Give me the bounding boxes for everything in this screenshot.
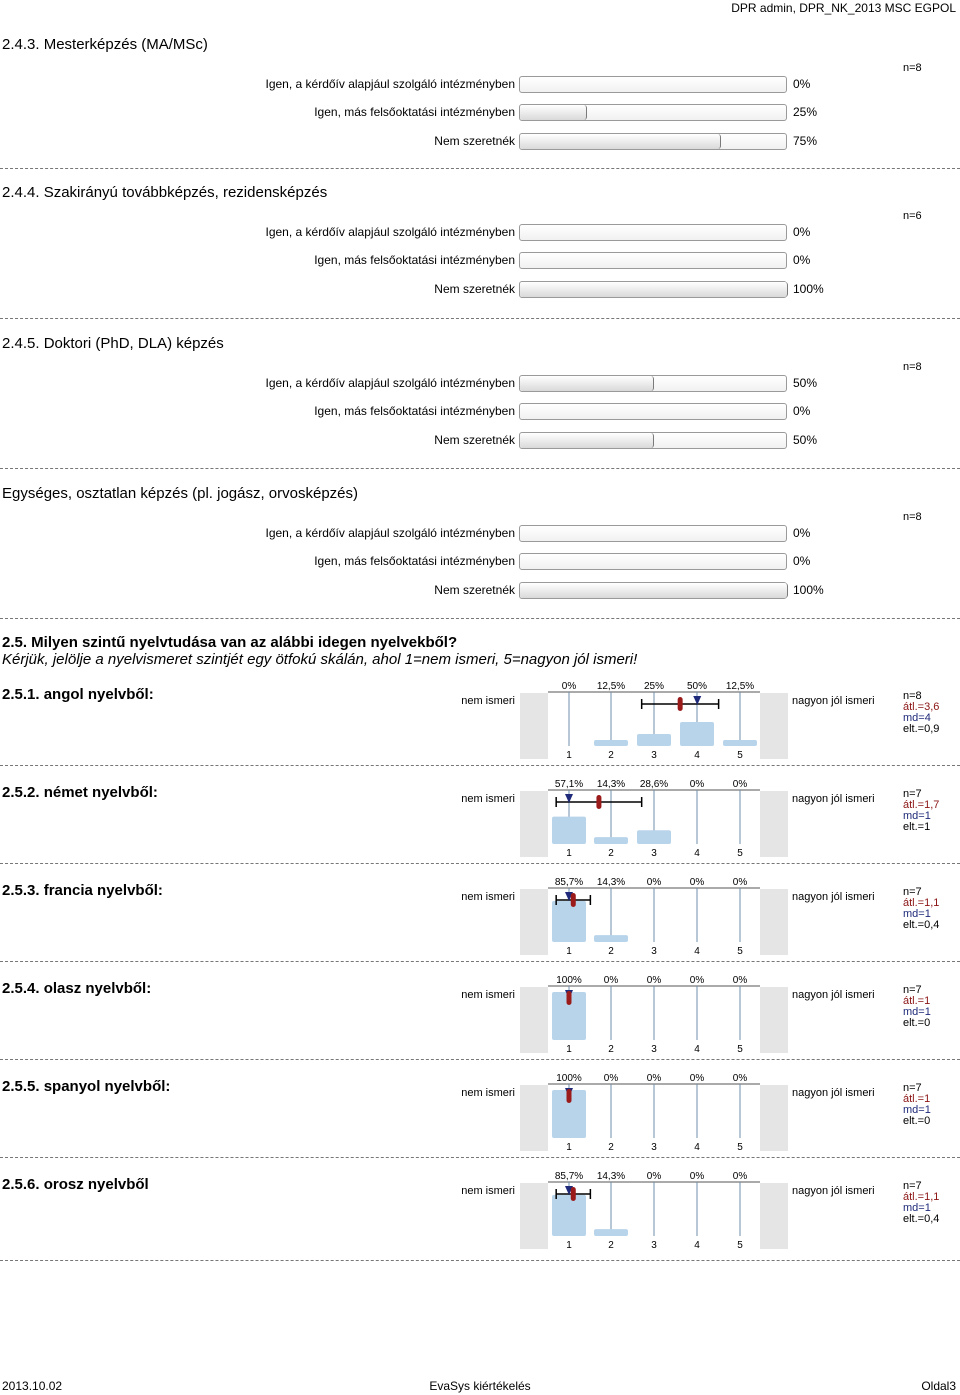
option-bar-track <box>519 104 787 121</box>
chart-divider <box>0 863 960 864</box>
mean-marker <box>571 1187 576 1201</box>
question-subtitle: Kérjük, jelölje a nyelvismeret szintjét egy ötfokú skálán, ahol 1=nem ismeri, 5=nagyon jól ismeri! <box>2 651 638 668</box>
option-label: Nem szeretnék <box>434 134 515 148</box>
chart-tick-label: 2 <box>608 848 614 859</box>
chart-bar <box>680 722 714 746</box>
chart-divider <box>0 961 960 962</box>
option-percent: 100% <box>793 583 824 597</box>
chart-bar-label: 0% <box>603 975 619 986</box>
stat-median: md=1 <box>903 810 931 822</box>
chart-tick-label: 4 <box>694 1142 700 1153</box>
option-bar-fill <box>520 376 654 391</box>
option-percent: 75% <box>793 134 818 148</box>
question-title: 2.5. Milyen szintű nyelvtudása van az alábbi idegen nyelvekből? <box>2 634 458 651</box>
option-bar-fill <box>520 282 788 297</box>
option-label: Igen, a kérdőív alapjául szolgáló intézményben <box>265 376 515 390</box>
chart-tick-label: 3 <box>651 1044 657 1055</box>
option-label: Igen, a kérdőív alapjául szolgáló intézményben <box>265 526 515 540</box>
chart-tick-label: 3 <box>651 848 657 859</box>
chart-bar <box>552 817 586 844</box>
mean-marker <box>571 893 576 907</box>
chart-bar-label: 50% <box>686 681 708 692</box>
section-divider <box>0 168 960 169</box>
stat-mean: átl.=1,1 <box>903 1191 940 1203</box>
option-bar-track <box>519 76 787 93</box>
chart-bar-label: 0% <box>732 1171 748 1182</box>
chart-bar-label: 14,3% <box>596 877 626 888</box>
chart-bar-label: 0% <box>689 1073 705 1084</box>
language-bar-chart <box>0 1170 960 1250</box>
chart-bar <box>594 740 628 746</box>
chart-bar-label: 0% <box>689 975 705 986</box>
scale-left-label: nem ismeri <box>461 1087 515 1099</box>
chart-bar-label: 0% <box>646 1171 662 1182</box>
section-title: 2.4.5. Doktori (PhD, DLA) képzés <box>2 335 224 352</box>
stat-mean: átl.=1 <box>903 995 931 1007</box>
option-bar-track <box>519 375 787 392</box>
option-label: Igen, más felsőoktatási intézményben <box>314 253 515 267</box>
section-n: n=6 <box>903 210 922 222</box>
scale-right-label: nagyon jól ismeri <box>792 695 875 707</box>
chart-divider <box>0 1157 960 1158</box>
chart-bar-label: 100% <box>556 975 582 986</box>
chart-divider <box>0 765 960 766</box>
stat-median: md=1 <box>903 1006 931 1018</box>
chart-bar-label: 0% <box>732 779 748 790</box>
chart-bar <box>552 1195 586 1236</box>
chart-bar <box>637 734 671 746</box>
chart-tick-label: 5 <box>737 1142 743 1153</box>
section-n: n=8 <box>903 62 922 74</box>
chart-bar-label: 0% <box>732 975 748 986</box>
stat-sd: elt.=0,9 <box>903 723 940 735</box>
chart-tick-label: 5 <box>737 750 743 761</box>
chart-tick-label: 1 <box>566 750 572 761</box>
chart-tick-label: 4 <box>694 848 700 859</box>
section-title: 2.4.4. Szakirányú továbbképzés, rezidensképzés <box>2 184 328 201</box>
chart-bar-label: 0% <box>689 779 705 790</box>
option-percent: 25% <box>793 105 818 119</box>
chart-tick-label: 5 <box>737 848 743 859</box>
chart-divider <box>0 1059 960 1060</box>
chart-bar-label: 0% <box>732 1073 748 1084</box>
chart-tick-label: 2 <box>608 1240 614 1251</box>
chart-tick-label: 2 <box>608 750 614 761</box>
stat-sd: elt.=0 <box>903 1017 931 1029</box>
chart-bar <box>723 740 757 746</box>
language-bar-chart <box>0 876 960 956</box>
page-header: DPR admin, DPR_NK_2013 MSC EGPOL <box>731 1 956 15</box>
stat-mean: átl.=1,7 <box>903 799 940 811</box>
chart-bar-label: 14,3% <box>596 779 626 790</box>
option-bar-track <box>519 252 787 269</box>
chart-bar-label: 0% <box>561 681 577 692</box>
option-bar-fill <box>520 433 654 448</box>
stat-n: n=7 <box>903 984 922 996</box>
scale-left-label: nem ismeri <box>461 1185 515 1197</box>
footer-date: 2013.10.02 <box>2 1379 63 1393</box>
mean-marker <box>596 795 601 809</box>
section-n: n=8 <box>903 361 922 373</box>
stat-sd: elt.=0,4 <box>903 1213 940 1225</box>
stat-n: n=7 <box>903 1082 922 1094</box>
chart-bar-label: 85,7% <box>554 1171 584 1182</box>
language-bar-chart <box>0 974 960 1054</box>
scale-right-label: nagyon jól ismeri <box>792 989 875 1001</box>
chart-title: 2.5.1. angol nyelvből: <box>2 686 154 703</box>
option-label: Igen, a kérdőív alapjául szolgáló intézményben <box>265 225 515 239</box>
chart-bar <box>637 830 671 844</box>
chart-tick-label: 3 <box>651 750 657 761</box>
chart-tick-label: 1 <box>566 848 572 859</box>
chart-title: 2.5.2. német nyelvből: <box>2 784 158 801</box>
chart-tick-label: 1 <box>566 946 572 957</box>
chart-tick-label: 5 <box>737 1240 743 1251</box>
chart-tick-label: 2 <box>608 1044 614 1055</box>
option-bar-track <box>519 432 787 449</box>
section-title: 2.4.3. Mesterképzés (MA/MSc) <box>2 36 208 53</box>
section-title: Egységes, osztatlan képzés (pl. jogász, orvosképzés) <box>2 485 359 502</box>
option-bar-track <box>519 525 787 542</box>
option-bar-fill <box>520 105 587 120</box>
scale-right-label: nagyon jól ismeri <box>792 1185 875 1197</box>
chart-bar <box>594 1229 628 1236</box>
language-bar-chart <box>0 680 960 760</box>
chart-tick-label: 4 <box>694 946 700 957</box>
chart-tick-label: 1 <box>566 1240 572 1251</box>
chart-tick-label: 2 <box>608 946 614 957</box>
chart-tick-label: 5 <box>737 946 743 957</box>
stat-median: md=1 <box>903 908 931 920</box>
scale-left-label: nem ismeri <box>461 793 515 805</box>
scale-left-label: nem ismeri <box>461 989 515 1001</box>
footer-center: EvaSys kiértékelés <box>429 1379 531 1393</box>
section-n: n=8 <box>903 511 922 523</box>
option-bar-track <box>519 582 787 599</box>
chart-bar-label: 0% <box>646 1073 662 1084</box>
scale-right-label: nagyon jól ismeri <box>792 891 875 903</box>
option-percent: 50% <box>793 376 818 390</box>
option-label: Nem szeretnék <box>434 433 515 447</box>
chart-bar-label: 0% <box>689 1171 705 1182</box>
chart-bar-label: 28,6% <box>639 779 669 790</box>
section-divider <box>0 318 960 319</box>
chart-tick-label: 5 <box>737 1044 743 1055</box>
stat-median: md=4 <box>903 712 931 724</box>
scale-right-label: nagyon jól ismeri <box>792 1087 875 1099</box>
chart-title: 2.5.6. orosz nyelvből <box>2 1176 149 1193</box>
chart-bar <box>594 837 628 844</box>
stat-mean: átl.=3,6 <box>903 701 940 713</box>
stat-sd: elt.=0,4 <box>903 919 940 931</box>
chart-title: 2.5.4. olasz nyelvből: <box>2 980 152 997</box>
stat-sd: elt.=1 <box>903 821 931 833</box>
mean-marker <box>567 991 572 1005</box>
chart-bar-label: 12,5% <box>725 681 755 692</box>
stat-n: n=8 <box>903 690 922 702</box>
chart-bar-label: 12,5% <box>596 681 626 692</box>
chart-bar <box>594 935 628 942</box>
chart-tick-label: 3 <box>651 946 657 957</box>
language-bar-chart <box>0 778 960 858</box>
chart-title: 2.5.3. francia nyelvből: <box>2 882 163 899</box>
option-percent: 50% <box>793 433 818 447</box>
chart-tick-label: 1 <box>566 1044 572 1055</box>
option-bar-track <box>519 553 787 570</box>
scale-right-label: nagyon jól ismeri <box>792 793 875 805</box>
chart-bar-label: 57,1% <box>554 779 584 790</box>
chart-tick-label: 3 <box>651 1142 657 1153</box>
chart-bar-label: 25% <box>643 681 665 692</box>
chart-bar-label: 100% <box>556 1073 582 1084</box>
footer-page: Oldal3 <box>921 1379 956 1393</box>
option-bar-track <box>519 133 787 150</box>
option-percent: 0% <box>793 225 811 239</box>
chart-tick-label: 4 <box>694 750 700 761</box>
option-label: Igen, más felsőoktatási intézményben <box>314 105 515 119</box>
option-label: Igen, a kérdőív alapjául szolgáló intézményben <box>265 77 515 91</box>
option-percent: 0% <box>793 526 811 540</box>
chart-bar-label: 0% <box>646 975 662 986</box>
option-label: Igen, más felsőoktatási intézményben <box>314 554 515 568</box>
option-percent: 0% <box>793 253 811 267</box>
option-percent: 100% <box>793 282 824 296</box>
stat-median: md=1 <box>903 1202 931 1214</box>
option-percent: 0% <box>793 77 811 91</box>
option-bar-track <box>519 224 787 241</box>
section-divider <box>0 618 960 619</box>
stat-mean: átl.=1,1 <box>903 897 940 909</box>
stat-mean: átl.=1 <box>903 1093 931 1105</box>
chart-title: 2.5.5. spanyol nyelvből: <box>2 1078 171 1095</box>
option-label: Nem szeretnék <box>434 583 515 597</box>
language-bar-chart <box>0 1072 960 1152</box>
stat-n: n=7 <box>903 886 922 898</box>
option-bar-fill <box>520 134 721 149</box>
stat-median: md=1 <box>903 1104 931 1116</box>
chart-bar-label: 0% <box>646 877 662 888</box>
stat-n: n=7 <box>903 1180 922 1192</box>
chart-tick-label: 1 <box>566 1142 572 1153</box>
option-label: Igen, más felsőoktatási intézményben <box>314 404 515 418</box>
chart-tick-label: 4 <box>694 1240 700 1251</box>
mean-marker <box>678 697 683 711</box>
mean-marker <box>567 1089 572 1103</box>
chart-tick-label: 2 <box>608 1142 614 1153</box>
chart-bar <box>552 901 586 942</box>
scale-left-label: nem ismeri <box>461 695 515 707</box>
chart-divider <box>0 1260 960 1261</box>
chart-tick-label: 3 <box>651 1240 657 1251</box>
option-bar-track <box>519 403 787 420</box>
scale-left-label: nem ismeri <box>461 891 515 903</box>
stat-sd: elt.=0 <box>903 1115 931 1127</box>
section-divider <box>0 468 960 469</box>
chart-bar-label: 0% <box>732 877 748 888</box>
option-bar-track <box>519 281 787 298</box>
stat-n: n=7 <box>903 788 922 800</box>
chart-bar-label: 85,7% <box>554 877 584 888</box>
option-percent: 0% <box>793 554 811 568</box>
chart-bar-label: 0% <box>603 1073 619 1084</box>
option-bar-fill <box>520 583 788 598</box>
option-percent: 0% <box>793 404 811 418</box>
chart-bar-label: 0% <box>689 877 705 888</box>
option-label: Nem szeretnék <box>434 282 515 296</box>
chart-bar-label: 14,3% <box>596 1171 626 1182</box>
chart-tick-label: 4 <box>694 1044 700 1055</box>
